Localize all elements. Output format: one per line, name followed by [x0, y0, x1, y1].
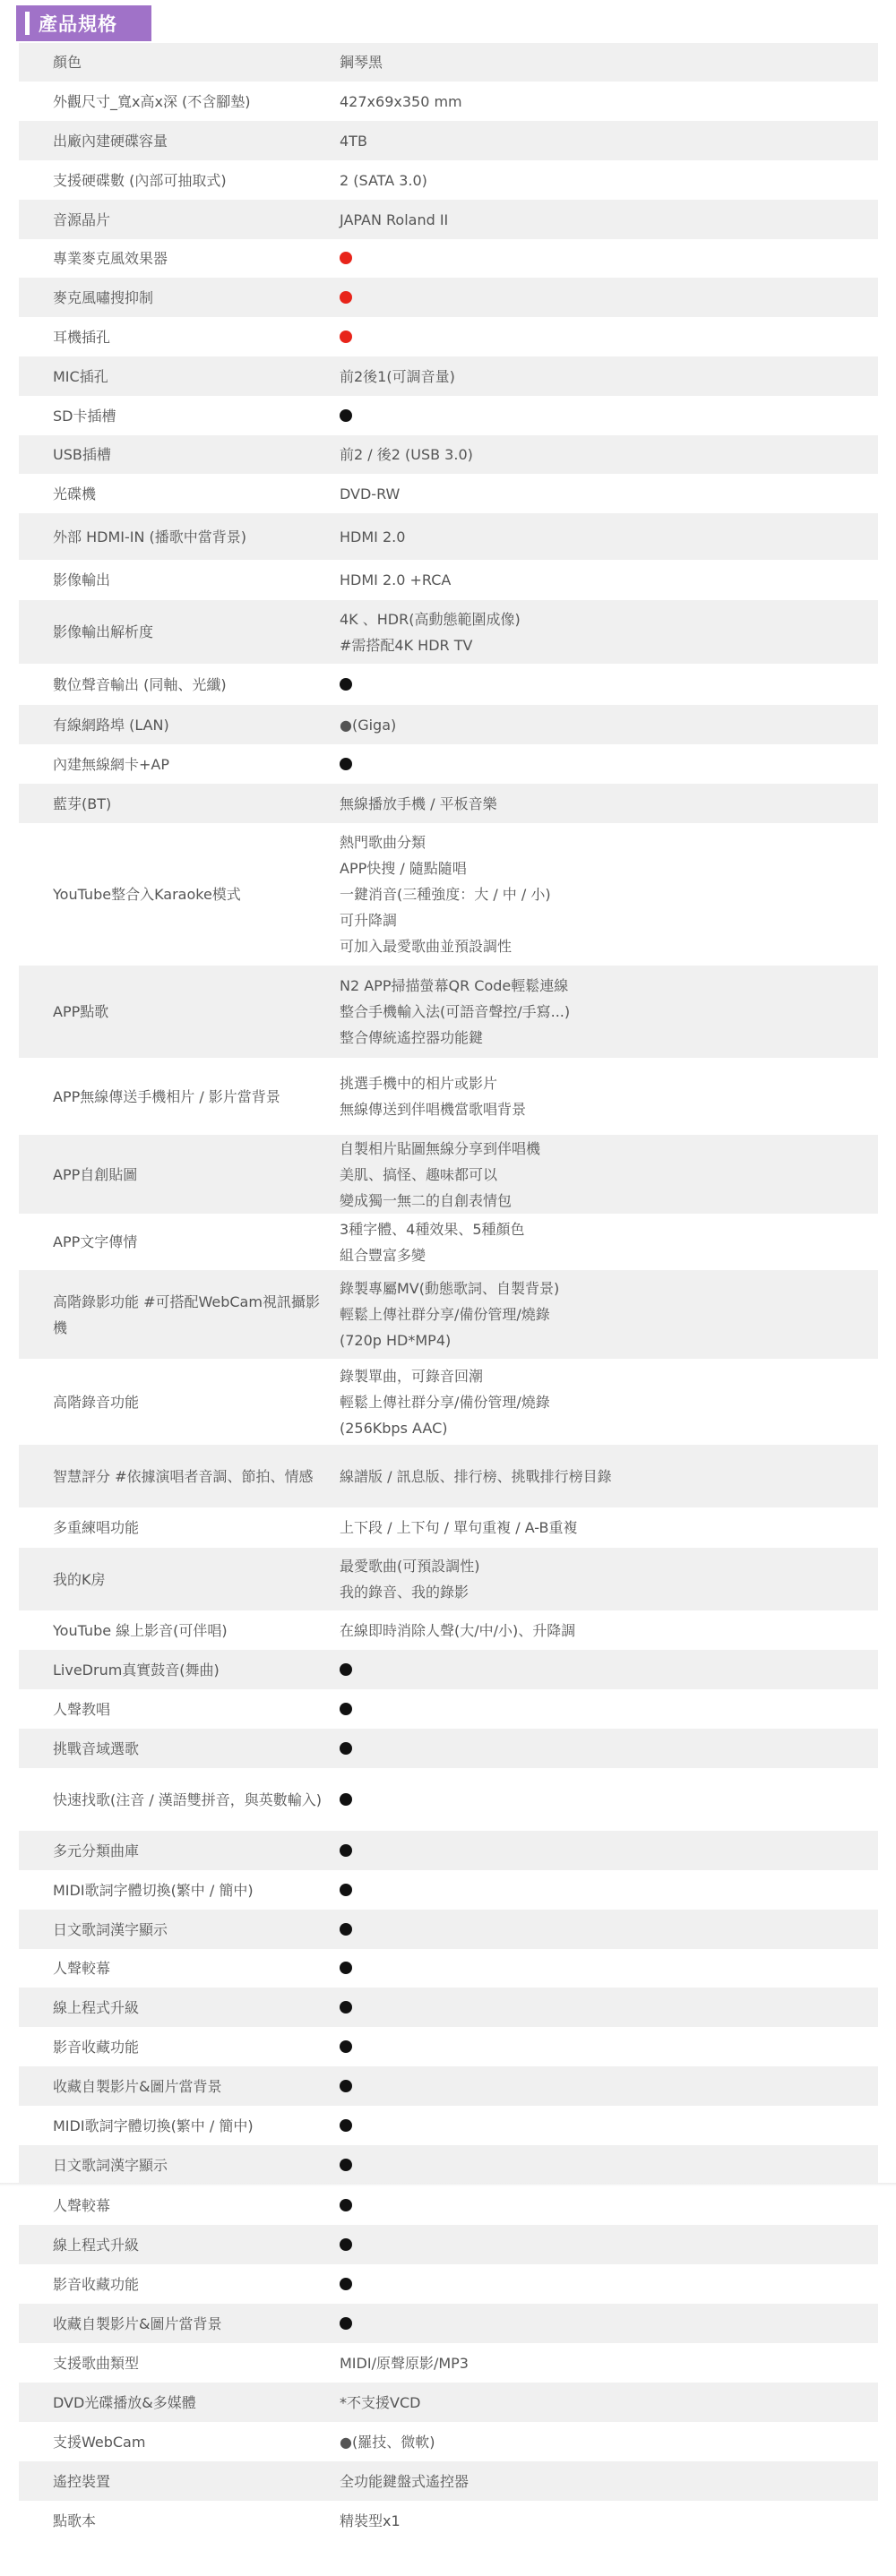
spec-label: 數位聲音輸出 (同軸、光纖) [53, 675, 227, 693]
spec-value [331, 121, 878, 160]
spec-row [19, 2066, 878, 2106]
spec-row [19, 966, 878, 1058]
supported-dot-icon [340, 2080, 352, 2092]
spec-value [331, 1768, 878, 1831]
spec-label: APP自創貼圖 [19, 1135, 331, 1214]
spec-value-line: 427x69x350 mm [340, 92, 462, 110]
spec-row [19, 396, 878, 435]
supported-dot-icon [340, 2040, 352, 2053]
spec-value [331, 744, 878, 784]
spec-row [19, 1910, 878, 1949]
spec-value-line: 組合豐富多變 [340, 1246, 426, 1264]
spec-row [19, 1135, 878, 1214]
spec-value [331, 2225, 878, 2264]
spec-value-line: 前2 / 後2 (USB 3.0) [340, 446, 473, 463]
spec-value [331, 160, 878, 200]
spec-row [19, 1689, 878, 1729]
supported-dot-icon [340, 2119, 352, 2132]
spec-value [331, 513, 878, 560]
spec-row [19, 1548, 878, 1610]
spec-value [331, 1058, 878, 1135]
spec-value [331, 1910, 878, 1949]
spec-value [331, 1548, 878, 1610]
spec-row [19, 1870, 878, 1910]
spec-value-line: 我的錄音、我的錄影 [340, 1584, 470, 1601]
spec-label: USB插槽 [19, 435, 331, 474]
spec-label: 智慧評分 #依據演唱者音調、節拍、情感 [19, 1445, 331, 1507]
spec-value-line: 變成獨一無二的自創表情包 [340, 1191, 513, 1209]
spec-label: 我的K房 [19, 1548, 331, 1610]
spec-value [331, 664, 878, 705]
spec-value [331, 2145, 878, 2185]
spec-row [19, 1507, 878, 1548]
spec-value-line: 3種字體、4種效果、5種顏色 [340, 1220, 525, 1238]
spec-row [19, 317, 878, 356]
supported-dot-icon [340, 678, 352, 691]
spec-label: 顏色 [19, 43, 331, 82]
spec-value [331, 2501, 878, 2540]
supported-dot-icon [340, 2317, 352, 2330]
spec-value-line: 最愛歌曲(可預設調性) [340, 1558, 480, 1575]
spec-row [19, 705, 878, 744]
spec-value-line: DVD-RW [340, 485, 401, 502]
supported-dot-icon [340, 1962, 352, 1974]
spec-value-line: ●(羅技、微軟) [340, 2433, 435, 2451]
spec-value-line: 錄製專屬MV(動態歌詞、自製背景) [340, 1280, 560, 1297]
spec-row [19, 513, 878, 560]
spec-value-line: 在線即時消除人聲(大/中/小)、升降調 [340, 1621, 576, 1639]
spec-label: 外觀尺寸_寬x高x深 (不含腳墊) [53, 92, 251, 110]
spec-label: DVD光碟播放&多媒體 [19, 2383, 331, 2422]
spec-value-line: 4K 、HDR(高動態範圍成像) [340, 610, 521, 628]
spec-value-line: 輕鬆上傳社群分享/備份管理/燒錄 [340, 1306, 550, 1323]
spec-row [19, 1729, 878, 1768]
spec-row [19, 2461, 878, 2501]
spec-value [331, 1507, 878, 1548]
spec-value [331, 2264, 878, 2304]
spec-label: 支援歌曲類型 [53, 2354, 140, 2372]
spec-value [331, 1689, 878, 1729]
spec-label: SD卡插槽 [53, 407, 116, 425]
spec-value [331, 1870, 878, 1910]
spec-row [19, 600, 878, 664]
spec-value-line: JAPAN Roland II [340, 210, 449, 228]
spec-value-line: 自製相片貼圖無線分享到伴唱機 [340, 1139, 541, 1157]
spec-label: 有線網路埠 (LAN) [19, 705, 331, 744]
spec-row [19, 2264, 878, 2304]
spec-row [19, 160, 878, 200]
spec-label: MIC插孔 [19, 356, 331, 396]
spec-value [331, 2027, 878, 2066]
spec-value-line: MIDI/原聲原影/MP3 [340, 2354, 469, 2372]
spec-label: 藍芽(BT) [19, 784, 331, 823]
supported-dot-icon [340, 2238, 352, 2251]
spec-value [331, 43, 878, 82]
spec-value [331, 239, 878, 278]
spec-value-line: 鋼琴黑 [340, 54, 383, 71]
spec-value [331, 474, 878, 513]
spec-label: LiveDrum真實鼓音(舞曲) [19, 1650, 331, 1689]
spec-value [331, 600, 878, 664]
spec-value [331, 2185, 878, 2225]
spec-row [19, 1988, 878, 2027]
spec-value-line: 可加入最愛歌曲並預設調性 [340, 938, 513, 955]
spec-value-line: 整合傳統遙控器功能鍵 [340, 1029, 484, 1046]
spec-value-line: 熱門歌曲分類 [340, 834, 426, 851]
spec-value-line: HDMI 2.0 [340, 528, 406, 545]
spec-label: 挑戰音域選歌 [19, 1729, 331, 1768]
spec-label: 線上程式升級 [19, 1988, 331, 2027]
spec-row [19, 435, 878, 474]
spec-label: 光碟機 [53, 485, 97, 502]
spec-value [331, 1729, 878, 1768]
spec-value [331, 2461, 878, 2501]
spec-value [331, 278, 878, 317]
spec-label: 影音收藏功能 [53, 2038, 140, 2056]
spec-row [19, 2185, 878, 2225]
spec-row [19, 1650, 878, 1689]
spec-row [19, 1058, 878, 1135]
spec-value-line: 前2後1(可調音量) [340, 367, 455, 385]
spec-row [19, 2343, 878, 2383]
spec-value [331, 200, 878, 239]
spec-value [331, 2066, 878, 2106]
section-header [16, 5, 151, 41]
spec-label: MIDI歌詞字體切換(繁中 / 簡中) [53, 1881, 254, 1899]
spec-value-line: 4TB [340, 132, 367, 150]
supported-dot-icon [340, 1703, 352, 1715]
spec-label: 人聲較幕 [53, 2196, 111, 2214]
spec-label: 人聲較幕 [53, 1960, 111, 1977]
spec-label: 耳機插孔 [53, 328, 111, 346]
supported-dot-icon [340, 2001, 352, 2014]
spec-row [19, 1831, 878, 1870]
spec-value-line: N2 APP掃描螢幕QR Code輕鬆連線 [340, 977, 569, 994]
spec-table [19, 43, 878, 2540]
supported-dot-icon [340, 2199, 352, 2211]
spec-label: 專業麥克風效果器 [53, 250, 168, 267]
spec-value-line: 全功能鍵盤式遙控器 [340, 2472, 470, 2490]
spec-label: APP點歌 [19, 966, 331, 1058]
spec-value-line: APP快搜 / 隨點隨唱 [340, 860, 467, 877]
spec-row [19, 664, 878, 705]
spec-row [19, 1949, 878, 1988]
spec-value [331, 396, 878, 435]
spec-row [19, 2106, 878, 2145]
spec-value [331, 1214, 878, 1270]
spec-value [331, 1359, 878, 1445]
spec-row [19, 1359, 878, 1445]
spec-row [19, 1610, 878, 1650]
spec-value-line: 可升降調 [340, 912, 398, 929]
spec-row [19, 1214, 878, 1270]
spec-label: 點歌本 [53, 2512, 97, 2529]
spec-label: 影像輸出解析度 [19, 600, 331, 664]
spec-row [19, 278, 878, 317]
spec-value-line: 線譜版 / 訊息版、排行榜、挑戰排行榜目錄 [340, 1467, 612, 1485]
spec-row [19, 560, 878, 600]
spec-row [19, 823, 878, 966]
spec-row [19, 1445, 878, 1507]
spec-label: 高階錄音功能 [53, 1393, 140, 1411]
spec-label: 外部 HDMI-IN (播歌中當背景) [19, 513, 331, 560]
spec-row [19, 2501, 878, 2540]
spec-value-line: HDMI 2.0 +RCA [340, 571, 452, 588]
spec-row [19, 2145, 878, 2185]
supported-dot-icon [340, 1663, 352, 1676]
spec-label: 多元分類曲庫 [19, 1831, 331, 1870]
spec-row [19, 2304, 878, 2343]
spec-row [19, 121, 878, 160]
spec-label: MIDI歌詞字體切換(繁中 / 簡中) [53, 2117, 254, 2134]
spec-label: 影像輸出 [53, 571, 111, 588]
spec-row [19, 2225, 878, 2264]
spec-label: 多重練唱功能 [53, 1519, 140, 1536]
spec-label: 高階錄影功能 #可搭配WebCam視訊攝影機 [19, 1270, 331, 1359]
supported-red-dot-icon [340, 291, 352, 304]
spec-value [331, 966, 878, 1058]
supported-dot-icon [340, 409, 352, 422]
spec-row [19, 474, 878, 513]
spec-label: 快速找歌(注音 / 漢語雙拼音，與英數輸入) [53, 1790, 323, 1808]
spec-value-line: 精裝型x1 [340, 2512, 401, 2529]
spec-label: YouTube整合入Karaoke模式 [53, 886, 241, 903]
spec-label: 內建無線網卡+AP [53, 755, 170, 773]
spec-value [331, 784, 878, 823]
spec-value [331, 823, 878, 966]
spec-table-body [19, 43, 878, 2540]
spec-label: 影音收藏功能 [53, 2275, 140, 2293]
spec-value-line: 無線傳送到伴唱機當歌唱背景 [340, 1101, 527, 1118]
spec-value-line: 錄製單曲，可錄音回潮 [340, 1367, 484, 1385]
spec-row [19, 43, 878, 82]
spec-value [331, 1831, 878, 1870]
spec-label: APP文字傳情 [53, 1233, 138, 1250]
spec-value-line: 2 (SATA 3.0) [340, 171, 427, 189]
spec-value-line: *不支援VCD [340, 2393, 421, 2411]
spec-value [331, 435, 878, 474]
spec-row [19, 82, 878, 121]
spec-row [19, 2027, 878, 2066]
spec-value-line: 輕鬆上傳社群分享/備份管理/燒錄 [340, 1393, 550, 1411]
spec-value [331, 356, 878, 396]
spec-label: 收藏自製影片&圖片當背景 [19, 2066, 331, 2106]
supported-red-dot-icon [340, 331, 352, 343]
spec-value [331, 2383, 878, 2422]
spec-value-line: 上下段 / 上下句 / 單句重複 / A-B重複 [340, 1519, 578, 1536]
spec-label: 日文歌詞漢字顯示 [19, 1910, 331, 1949]
spec-value [331, 2106, 878, 2145]
spec-value [331, 560, 878, 600]
spec-value [331, 705, 878, 744]
spec-label: 人聲教唱 [53, 1700, 111, 1718]
spec-row [19, 744, 878, 784]
spec-value-line: (720p HD*MP4) [340, 1332, 452, 1349]
spec-label: YouTube 線上影音(可伴唱) [53, 1621, 228, 1639]
divider-shadow [0, 2183, 896, 2186]
spec-value-line: (256Kbps AAC) [340, 1419, 448, 1437]
spec-value-line: 挑選手機中的相片或影片 [340, 1075, 498, 1092]
supported-dot-icon [340, 1923, 352, 1936]
spec-row [19, 356, 878, 396]
spec-label: 遙控裝置 [19, 2461, 331, 2501]
spec-value [331, 2343, 878, 2383]
spec-value [331, 1445, 878, 1507]
spec-value [331, 317, 878, 356]
spec-value [331, 1135, 878, 1214]
spec-label: 支援WebCam [53, 2433, 146, 2451]
spec-value-line: 無線播放手機 / 平板音樂 [340, 794, 497, 812]
section-title: 產品規格 [39, 13, 117, 35]
spec-row [19, 1768, 878, 1831]
spec-row [19, 2422, 878, 2461]
spec-row [19, 1270, 878, 1359]
spec-value-line: ●(Giga) [340, 716, 397, 734]
spec-value-line: #需搭配4K HDR TV [340, 636, 473, 654]
spec-row [19, 2383, 878, 2422]
spec-label: 線上程式升級 [19, 2225, 331, 2264]
supported-dot-icon [340, 1844, 352, 1857]
spec-label: 日文歌詞漢字顯示 [19, 2145, 331, 2185]
spec-label: 音源晶片 [19, 200, 331, 239]
spec-value [331, 1610, 878, 1650]
supported-dot-icon [340, 1884, 352, 1896]
supported-red-dot-icon [340, 252, 352, 264]
supported-dot-icon [340, 1793, 352, 1806]
spec-label: 出廠內建硬碟容量 [19, 121, 331, 160]
supported-dot-icon [340, 1742, 352, 1755]
spec-row [19, 200, 878, 239]
spec-value [331, 82, 878, 121]
spec-value [331, 1988, 878, 2027]
spec-label: 麥克風嘯搜抑制 [19, 278, 331, 317]
spec-value-line: 美肌、搞怪、趣味都可以 [340, 1165, 498, 1183]
supported-dot-icon [340, 2278, 352, 2290]
spec-value-line: 整合手機輸入法(可語音聲控/手寫...) [340, 1003, 571, 1020]
spec-value [331, 1949, 878, 1988]
spec-label: 收藏自製影片&圖片當背景 [19, 2304, 331, 2343]
spec-value [331, 2422, 878, 2461]
supported-dot-icon [340, 2159, 352, 2171]
spec-row [19, 784, 878, 823]
spec-row [19, 239, 878, 278]
spec-value-line: 一鍵消音(三種強度：大 / 中 / 小) [340, 886, 551, 903]
header-accent-bar [25, 12, 30, 35]
spec-label: 支援硬碟數 (內部可抽取式) [53, 171, 227, 189]
spec-value [331, 2304, 878, 2343]
supported-dot-icon [340, 758, 352, 770]
spec-label: APP無線傳送手機相片 / 影片當背景 [53, 1087, 280, 1105]
spec-value [331, 1650, 878, 1689]
spec-value [331, 1270, 878, 1359]
